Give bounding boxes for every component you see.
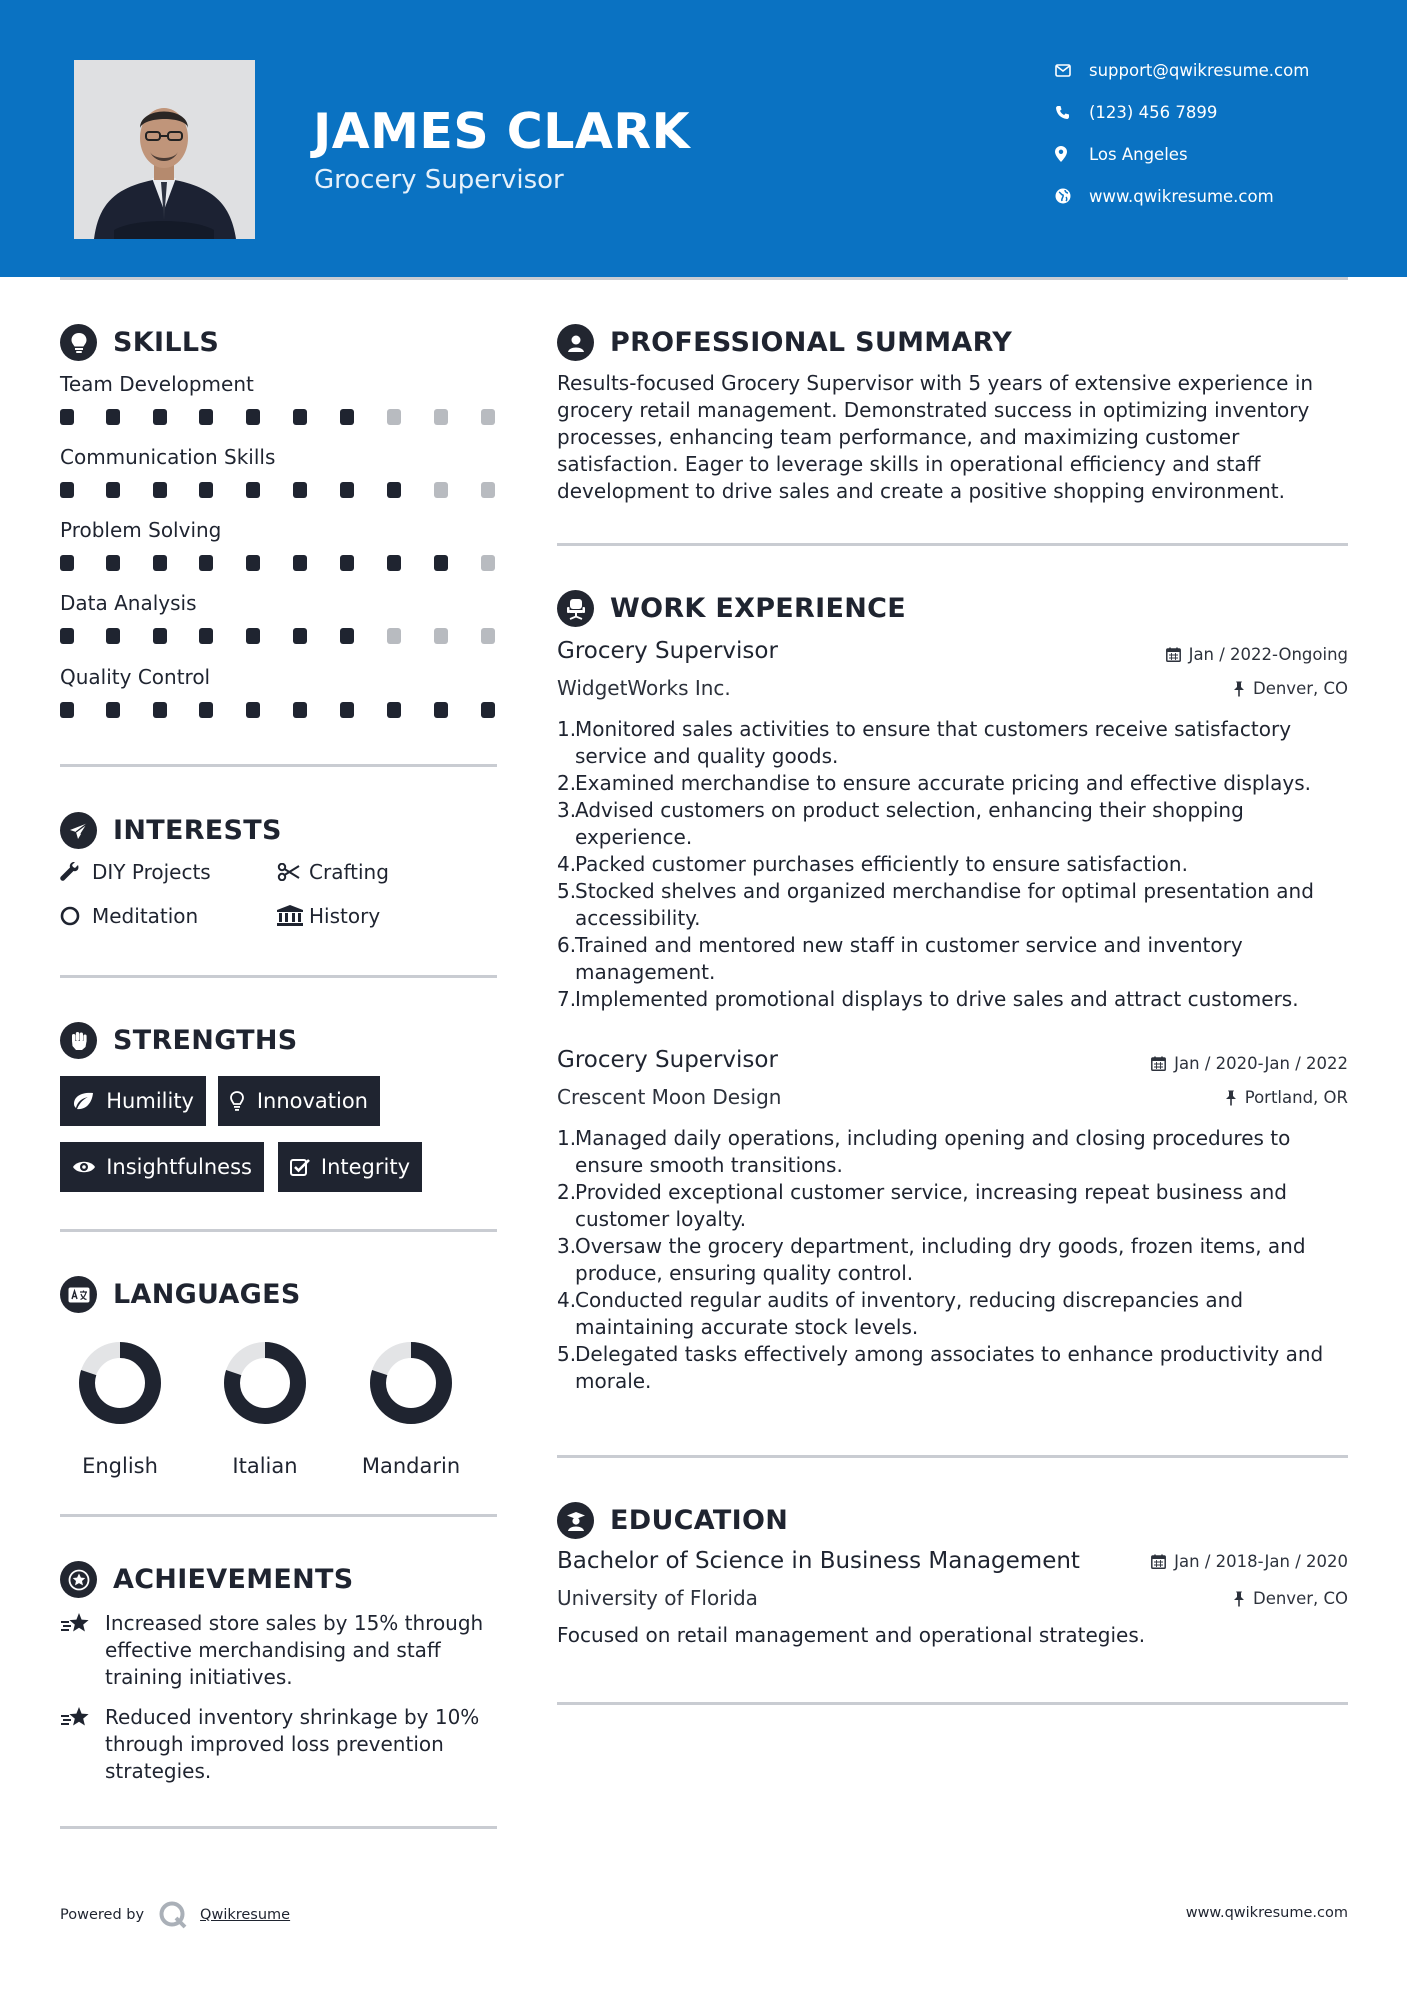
summary-heading: PROFESSIONAL SUMMARY [557, 324, 1012, 361]
candidate-name: JAMES CLARK [313, 103, 691, 160]
phone-icon [1055, 105, 1089, 120]
list-item: 3. Advised customers on product selection, enhancing their shopping experience. [557, 798, 1244, 849]
achievements-heading: ACHIEVEMENTS [60, 1561, 354, 1598]
skill-dot-empty [481, 482, 495, 498]
skill-dot-filled [153, 555, 167, 571]
skill-rating [60, 628, 500, 644]
skill-dot-filled [387, 702, 401, 718]
skill-dot-filled [60, 555, 74, 571]
skill-dot-filled [246, 409, 260, 425]
skill-dot-filled [387, 482, 401, 498]
education-dates: Jan / 2018-Jan / 2020 [1151, 1552, 1348, 1571]
skill-dot-filled [199, 555, 213, 571]
leaf-icon [72, 1092, 106, 1110]
strengths-heading: STRENGTHS [60, 1022, 298, 1059]
skill-dot-filled [60, 409, 74, 425]
header-divider [60, 277, 1348, 280]
skill-dot-empty [481, 409, 495, 425]
fist-icon [60, 1022, 97, 1059]
summary-text: Results-focused Grocery Supervisor with 5 years of extensive experience in grocery retail management. Demonstrated success in optimizing inventory processes, enhancing team performance, and maximizing customer satisfaction. Eager to leverage skills in operational efficiency and staff development to drive sales and create a positive shopping environment. [557, 371, 1314, 503]
achievement-item: Reduced inventory shrinkage by 10% through improved loss prevention strategies. [60, 1704, 500, 1785]
skills-heading: SKILLS [60, 324, 219, 361]
list-item: 5. Stocked shelves and organized merchandise for optimal presentation and accessibility. [557, 879, 1314, 930]
section-divider [557, 1455, 1348, 1458]
strength-tag: Innovation [218, 1076, 380, 1126]
education-location: Denver, CO [1233, 1589, 1348, 1608]
company-name: WidgetWorks Inc. [557, 676, 731, 700]
skill-dot-filled [387, 555, 401, 571]
job-dates: Jan / 2022-Ongoing [1166, 645, 1348, 664]
list-item: 4. Conducted regular audits of inventory, reducing discrepancies and maintaining accurate stock levels. [557, 1288, 1244, 1339]
qwikresume-logo-icon [158, 1900, 188, 1930]
skill-dot-filled [340, 482, 354, 498]
office-chair-icon [557, 590, 594, 627]
skill-dot-filled [60, 628, 74, 644]
skill-dot-filled [340, 702, 354, 718]
strength-tag: Insightfulness [60, 1142, 264, 1192]
strength-tag: Integrity [278, 1142, 422, 1192]
scissors-icon [277, 863, 309, 881]
skill-dot-filled [293, 555, 307, 571]
eye-icon [72, 1159, 106, 1175]
achievement-item: Increased store sales by 15% through effective merchandising and staff training initiatives. [60, 1610, 500, 1691]
lightbulb-icon [230, 1091, 257, 1111]
job-responsibilities [557, 1125, 1357, 1395]
qwikresume-link[interactable]: Qwikresume [200, 1907, 291, 1923]
skill-dot-filled [106, 409, 120, 425]
skill-rating [60, 482, 500, 498]
language-item: English [70, 1340, 170, 1478]
skill-name: Problem Solving [60, 518, 222, 542]
shooting-star-icon [60, 1610, 105, 1691]
skill-dot-empty [387, 628, 401, 644]
graduate-icon [557, 1502, 594, 1539]
language-item: Italian [215, 1340, 315, 1478]
interest-item: Meditation [60, 904, 198, 928]
skill-dot-filled [434, 702, 448, 718]
interest-item: History [277, 904, 380, 928]
section-divider [60, 1229, 497, 1232]
experience-heading: WORK EXPERIENCE [557, 590, 906, 627]
calendar-icon [1166, 647, 1181, 662]
skill-dot-filled [153, 482, 167, 498]
skill-name: Quality Control [60, 665, 211, 689]
skill-dot-filled [434, 555, 448, 571]
contact-phone[interactable]: (123) 456 7899 [1055, 98, 1355, 126]
envelope-icon [1055, 64, 1089, 77]
skill-dot-empty [387, 409, 401, 425]
skill-dot-filled [106, 482, 120, 498]
company-name: Crescent Moon Design [557, 1085, 782, 1109]
degree-title: Bachelor of Science in Business Management [557, 1548, 1080, 1574]
skill-dot-filled [199, 702, 213, 718]
skill-dot-filled [106, 555, 120, 571]
skill-dot-filled [199, 628, 213, 644]
section-divider [60, 975, 497, 978]
skill-dot-empty [481, 555, 495, 571]
skill-dot-filled [293, 702, 307, 718]
list-item: 6. Trained and mentored new staff in customer service and inventory management. [557, 933, 1243, 984]
section-divider [60, 1514, 497, 1517]
skill-dot-empty [481, 628, 495, 644]
skill-dot-filled [246, 702, 260, 718]
globe-icon [1055, 188, 1089, 204]
skill-dot-filled [199, 409, 213, 425]
skill-dot-filled [293, 628, 307, 644]
language-icon [60, 1276, 97, 1313]
skill-dot-filled [153, 409, 167, 425]
language-item: Mandarin [361, 1340, 461, 1478]
skill-name: Data Analysis [60, 591, 197, 615]
skill-rating [60, 555, 500, 571]
skill-rating [60, 409, 500, 425]
list-item: 4. Packed customer purchases efficiently to ensure satisfaction. [557, 852, 1188, 876]
skill-name: Communication Skills [60, 445, 276, 469]
skill-dot-filled [293, 409, 307, 425]
checkbox-icon [290, 1158, 321, 1176]
skill-dot-filled [340, 555, 354, 571]
list-item: 3. Oversaw the grocery department, including dry goods, frozen items, and produce, ensuring quality control. [557, 1234, 1306, 1285]
section-divider [60, 1826, 497, 1829]
section-divider [557, 543, 1348, 546]
skill-dot-filled [340, 409, 354, 425]
skill-dot-filled [481, 702, 495, 718]
skill-dot-filled [340, 628, 354, 644]
job-responsibilities [557, 716, 1357, 1013]
skill-rating [60, 702, 500, 718]
job-location: Denver, CO [1233, 679, 1348, 698]
profile-photo [74, 60, 255, 239]
skill-dot-filled [293, 482, 307, 498]
strength-tag: Humility [60, 1076, 206, 1126]
job-dates: Jan / 2020-Jan / 2022 [1151, 1054, 1348, 1073]
wrench-icon [60, 862, 92, 882]
contact-location: Los Angeles [1055, 140, 1355, 168]
list-item: 2. Provided exceptional customer service, increasing repeat business and customer loyalty. [557, 1180, 1287, 1231]
skill-dot-filled [199, 482, 213, 498]
interest-item: Crafting [277, 860, 389, 884]
star-badge-icon [60, 1561, 97, 1598]
list-item: 2. Examined merchandise to ensure accurate pricing and effective displays. [557, 771, 1311, 795]
skill-dot-filled [246, 555, 260, 571]
language-proficiency-ring [77, 1340, 163, 1426]
list-item: 5. Delegated tasks effectively among associates to enhance productivity and morale. [557, 1342, 1324, 1393]
education-description: Focused on retail management and operational strategies. [557, 1623, 1146, 1647]
paper-plane-icon [60, 812, 97, 849]
skill-dot-empty [434, 482, 448, 498]
education-heading: EDUCATION [557, 1502, 788, 1539]
pushpin-icon [1225, 1090, 1237, 1106]
skill-dot-filled [153, 628, 167, 644]
skill-dot-filled [60, 702, 74, 718]
footer-branding: Powered by Qwikresume [60, 1900, 290, 1930]
skill-dot-filled [246, 482, 260, 498]
circle-icon [60, 906, 92, 926]
candidate-role: Grocery Supervisor [314, 165, 564, 195]
languages-heading: LANGUAGES [60, 1276, 301, 1313]
list-item: 1. Managed daily operations, including opening and closing procedures to ensure smooth transitions. [557, 1126, 1291, 1177]
skill-dot-filled [153, 702, 167, 718]
section-divider [60, 764, 497, 767]
section-divider [557, 1702, 1348, 1705]
list-item: 1. Monitored sales activities to ensure that customers receive satisfactory service and quality goods. [557, 717, 1292, 768]
skill-dot-filled [60, 482, 74, 498]
language-proficiency-ring [368, 1340, 454, 1426]
user-icon [557, 324, 594, 361]
shooting-star-icon [60, 1704, 105, 1785]
job-title: Grocery Supervisor [557, 1047, 778, 1073]
pushpin-icon [1233, 681, 1245, 697]
contact-website[interactable]: www.qwikresume.com [1055, 182, 1355, 210]
skill-name: Team Development [60, 372, 254, 396]
skill-dot-filled [246, 628, 260, 644]
skill-dot-empty [434, 628, 448, 644]
pushpin-icon [1233, 1591, 1245, 1607]
footer-website[interactable]: www.qwikresume.com [1185, 1905, 1348, 1921]
calendar-icon [1151, 1554, 1166, 1569]
interest-item: DIY Projects [60, 860, 211, 884]
list-item: 7. Implemented promotional displays to drive sales and attract customers. [557, 987, 1299, 1011]
skill-dot-empty [434, 409, 448, 425]
calendar-icon [1151, 1056, 1166, 1071]
museum-icon [277, 905, 309, 927]
school-name: University of Florida [557, 1586, 758, 1610]
job-location: Portland, OR [1225, 1088, 1348, 1107]
skill-dot-filled [106, 628, 120, 644]
map-pin-icon [1055, 146, 1089, 162]
contact-email[interactable]: support@qwikresume.com [1055, 56, 1355, 84]
language-proficiency-ring [222, 1340, 308, 1426]
lightbulb-icon [60, 324, 97, 361]
job-title: Grocery Supervisor [557, 638, 778, 664]
interests-heading: INTERESTS [60, 812, 282, 849]
skill-dot-filled [106, 702, 120, 718]
